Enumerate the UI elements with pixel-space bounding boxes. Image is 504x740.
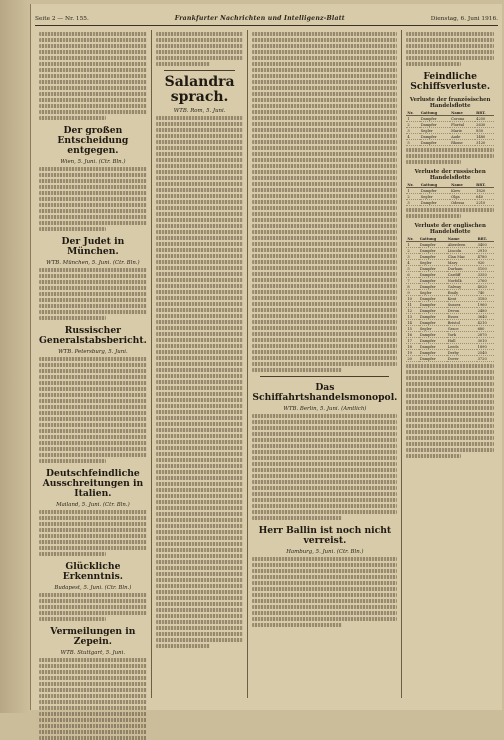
table-cell: Dampfer [419,254,447,260]
table-cell: 3640 [477,314,494,320]
table-cell: 3720 [477,356,494,362]
table-cell: 4780 [477,254,494,260]
table-cell: 3400 [477,242,494,248]
table-cell: Olga [450,194,475,200]
masthead [35,12,498,26]
headline-salandra: Salandra sprach. [164,74,235,105]
table-cell: 2 [406,194,419,200]
headline-italy: Deutschfeindliche Ausschreitungen in Italien. [42,468,144,499]
table-row [406,140,494,146]
article-text [156,32,244,66]
table-cell: 18 [406,344,418,350]
table-header: BRT. [475,111,494,116]
table-header: Gattung [420,111,450,116]
column-2 [152,30,249,698]
table-cell: Dampfer [420,188,450,194]
table-cell: Emily [447,290,477,296]
table-cell: 2210 [475,200,494,206]
table-header: Gattung [420,183,450,188]
table-cell: 4210 [477,320,494,326]
table-cell: Dover [447,356,477,362]
table-header: Name [450,183,475,188]
table-cell: 11 [406,302,418,308]
article-text [252,557,397,627]
headline-decision: Der großen Entscheidung entgegen. [57,125,129,156]
table-cell: Aude [450,134,475,140]
table-cell: Hull [447,338,477,344]
table-cell: Leeds [447,344,477,350]
table-cell: 3120 [475,140,494,146]
table-cell: 8 [406,284,418,290]
table-cell: 3 [406,254,418,260]
table-header: Gattung [419,237,447,242]
table-cell: Dampfer [419,248,447,254]
table-cell: 1 [406,242,418,248]
table-cell: Dampfer [419,320,447,326]
dateline-ballin: Hamburg, 5. Juni. (Ctr. Bln.) [286,549,364,555]
table-cell: 5 [406,266,418,272]
divider [260,376,389,377]
table-cell: Dampfer [419,278,447,284]
date-label: Dienstag, 6. Juni 1916. [430,15,498,22]
table-cell: 740 [477,290,494,296]
dateline-decision: Wien, 5. Juni. (Ctr. Bln.) [60,159,126,165]
article-text [39,167,147,231]
table-cell: Marie [450,128,475,134]
table-cell: 2910 [477,248,494,254]
table-cell: Dampfer [419,242,447,248]
table-cell: Grace [447,326,477,332]
table-cell: Bristol [447,320,477,326]
table-cell: Rhone [450,140,475,146]
table-cell: 3010 [477,338,494,344]
table-cell: Dampfer [419,332,447,338]
table-cell: 4250 [475,116,494,122]
article-text [39,593,147,621]
table-cell: 5 [406,140,419,146]
article-text [39,32,147,120]
columns [35,30,498,698]
table-cell: Segler [419,326,447,332]
table-cell: Derby [447,350,477,356]
table-cell: 3350 [477,272,494,278]
table-cell: 3180 [477,296,494,302]
table-cell: 1890 [477,344,494,350]
table-cell: 2870 [477,332,494,338]
table-cell: Dampfer [419,308,447,314]
page-label: Seite 2 — Nr. 155. [35,15,89,22]
newspaper-page [30,4,502,710]
article-text [252,414,397,520]
table-cell: Dampfer [420,200,450,206]
table-cell: 9 [406,290,418,296]
dateline-jews: WTB. München, 5. Juni. (Ctr. Bln.) [46,260,140,266]
table-cell: 14 [406,320,418,326]
headline-distribution: Vermeilungen in Zepein. [50,626,136,647]
divider [164,70,236,71]
english-losses-table [406,237,494,362]
table-cell: 13 [406,314,418,320]
article-text [39,658,147,740]
table-cell: 640 [475,194,494,200]
table-cell: 16 [406,332,418,338]
article-text [406,32,494,66]
table-cell: Segler [420,194,450,200]
table-cell: 2 [406,248,418,254]
scan-binding-edge [0,0,30,713]
table-cell: Corona [450,116,475,122]
table-header: Nr. [406,237,418,242]
table-cell: 2480 [477,308,494,314]
table-cell: Segler [420,128,450,134]
article-text [156,116,244,648]
table-cell: 17 [406,338,418,344]
table-cell: Dampfer [419,338,447,344]
french-losses-title: Verluste der französischen Handelsflotte [409,97,491,109]
table-cell: 6 [406,272,418,278]
table-cell: Dampfer [419,272,447,278]
table-cell: Dampfer [419,356,447,362]
table-cell: 1 [406,188,419,194]
table-cell: Dampfer [419,314,447,320]
article-text [252,32,397,372]
table-cell: Clan Mac [447,254,477,260]
headline-ship-losses: Feindliche Schiffsverluste. [410,71,491,92]
newspaper-title: Frankfurter Nachrichten und Intelligenz-Blatt [174,15,345,22]
table-cell: Norfolk [447,278,477,284]
table-cell: Dampfer [419,350,447,356]
article-text [406,208,494,218]
french-losses-table [406,111,494,146]
table-cell: 1 [406,116,419,122]
table-cell: 680 [477,326,494,332]
table-cell: Dampfer [420,140,450,146]
table-cell: 19 [406,350,418,356]
table-cell: Galway [447,284,477,290]
table-cell: 5100 [477,266,494,272]
table-header: BRT. [475,183,494,188]
table-row [406,356,494,362]
table-cell: Lincoln [447,248,477,254]
english-losses-title: Verluste der englischen Handelsflotte [414,223,486,235]
table-cell: 920 [477,260,494,266]
table-cell: 10 [406,296,418,302]
table-cell: Dampfer [419,344,447,350]
article-text [39,268,147,320]
article-text [39,510,147,556]
table-cell: 3 [406,128,419,134]
table-cell: Dampfer [420,122,450,128]
table-cell: Kent [447,296,477,302]
table-cell: York [447,332,477,338]
dateline-recognition: Budapest, 5. Juni. (Ctr. Bln.) [54,585,132,591]
russian-losses-table [406,183,494,206]
table-cell: 4 [406,134,419,140]
table-cell: Devon [447,308,477,314]
table-header: Name [450,111,475,116]
dateline-distribution: WTB. Stuttgart, 5. Juni. [60,650,126,656]
table-cell: 1960 [477,302,494,308]
table-cell: Cardiff [447,272,477,278]
table-cell: 2630 [475,122,494,128]
table-cell: Essex [447,314,477,320]
column-1 [35,30,152,698]
table-row [406,200,494,206]
headline-ballin: Herr Ballin ist noch nicht verreist. [258,525,392,546]
article-text [39,357,147,463]
table-cell: 4 [406,260,418,266]
column-4 [402,30,498,698]
table-cell: Dampfer [419,284,447,290]
table-cell: 20 [406,356,418,362]
table-header: Nr. [406,183,419,188]
headline-recognition: Glückliche Erkenntnis. [62,561,123,582]
table-cell: 1820 [475,188,494,194]
article-text [406,364,494,458]
table-cell: Aberdeen [447,242,477,248]
table-cell: 2540 [477,350,494,356]
table-cell: Dampfer [419,266,447,272]
table-cell: Odessa [450,200,475,206]
dateline-salandra: WTB. Rom, 5. Juni. [173,108,226,114]
table-cell: 7 [406,278,418,284]
table-cell: Dampfer [420,134,450,140]
table-cell: Sussex [447,302,477,308]
headline-russian-report: Russischer Generalstabsbericht. [39,325,147,346]
table-cell: 3 [406,200,419,206]
table-cell: Mary [447,260,477,266]
table-header: BRT. [477,237,494,242]
russian-losses-title: Verluste der russischen Handelsflotte [414,169,486,181]
table-header: Nr. [406,111,419,116]
table-cell: Segler [419,290,447,296]
column-3 [248,30,402,698]
table-cell: Kiew [450,188,475,194]
table-cell: 15 [406,326,418,332]
dateline-italy: Mailand, 5. Juni. (Ctr. Bln.) [56,502,130,508]
table-cell: Dampfer [419,302,447,308]
table-cell: Floréal [450,122,475,128]
table-header: Name [447,237,477,242]
headline-ship-monopoly: Das Schiffahrtshandelsmonopol. [252,382,398,403]
dateline-ship-monopoly: WTB. Berlin, 5. Juni. (Amtlich) [283,406,367,412]
table-cell: Dampfer [419,296,447,302]
table-cell: Dampfer [420,116,450,122]
headline-jews: Der Judet in München. [61,236,125,257]
table-cell: 1480 [475,134,494,140]
table-cell: Segler [419,260,447,266]
table-cell: 850 [475,128,494,134]
table-cell: 4020 [477,284,494,290]
table-cell: Durham [447,266,477,272]
table-cell: 2760 [477,278,494,284]
dateline-russian-report: WTB. Petersburg, 5. Juni. [58,349,128,355]
article-text [406,148,494,164]
table-cell: 12 [406,308,418,314]
table-cell: 2 [406,122,419,128]
